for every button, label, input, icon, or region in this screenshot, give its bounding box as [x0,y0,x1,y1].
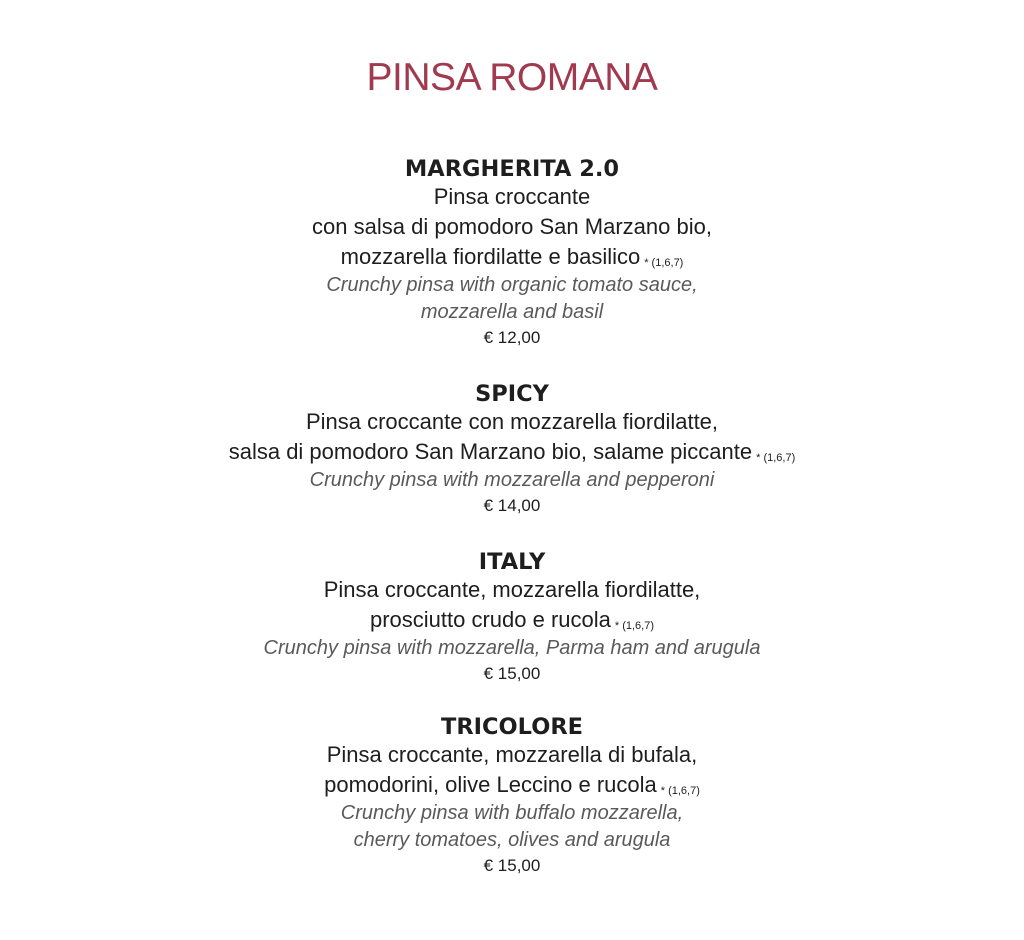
menu-item-margherita [0,156,1024,350]
allergen-note: * (1,6,7) [660,785,700,797]
item-price: € 15,00 [483,664,541,683]
menu-item-tricolore [0,714,1024,878]
page-title: PINSA ROMANA [366,56,658,99]
item-description-text: pomodorini, olive Leccino e rucola [324,772,657,797]
item-name: SPICY [475,381,549,407]
item-description-line [0,770,1024,800]
menu-item-italy [0,549,1024,686]
item-english-description: mozzarella and basil [420,301,604,323]
item-description-line [0,242,1024,272]
item-name: ITALY [478,549,546,575]
item-price: € 12,00 [483,328,541,347]
item-english-description: cherry tomatoes, olives and arugula [353,829,671,851]
item-description-line: Pinsa croccante, mozzarella di bufala, [326,742,698,767]
item-description-line [0,605,1024,635]
item-english-description: Crunchy pinsa with mozzarella and pepperoni [309,469,715,491]
item-description-text: prosciutto crudo e rucola [369,607,611,632]
item-english-description: Crunchy pinsa with mozzarella, Parma ham and arugula [263,637,761,659]
item-description-line: Pinsa croccante, mozzarella fiordilatte, [323,577,701,602]
item-english-description: Crunchy pinsa with organic tomato sauce, [326,274,698,296]
item-description-line: Pinsa croccante con mozzarella fiordilatte, [305,409,719,434]
item-description-line: con salsa di pomodoro San Marzano bio, [312,214,712,239]
item-name: TRICOLORE [440,714,584,740]
allergen-note: * (1,6,7) [644,257,684,269]
item-description-text: salsa di pomodoro San Marzano bio, salame piccante [228,439,753,464]
item-description-line: Pinsa croccante [433,184,591,209]
item-description-text: mozzarella fiordilatte e basilico [340,244,641,269]
menu-item-spicy [0,381,1024,518]
allergen-note: * (1,6,7) [756,452,796,464]
allergen-note: * (1,6,7) [614,620,655,632]
item-price: € 15,00 [483,856,541,875]
item-name: MARGHERITA 2.0 [404,156,620,182]
item-english-description: Crunchy pinsa with buffalo mozzarella, [340,802,684,824]
item-price: € 14,00 [483,496,541,515]
item-description-line [0,437,1024,467]
